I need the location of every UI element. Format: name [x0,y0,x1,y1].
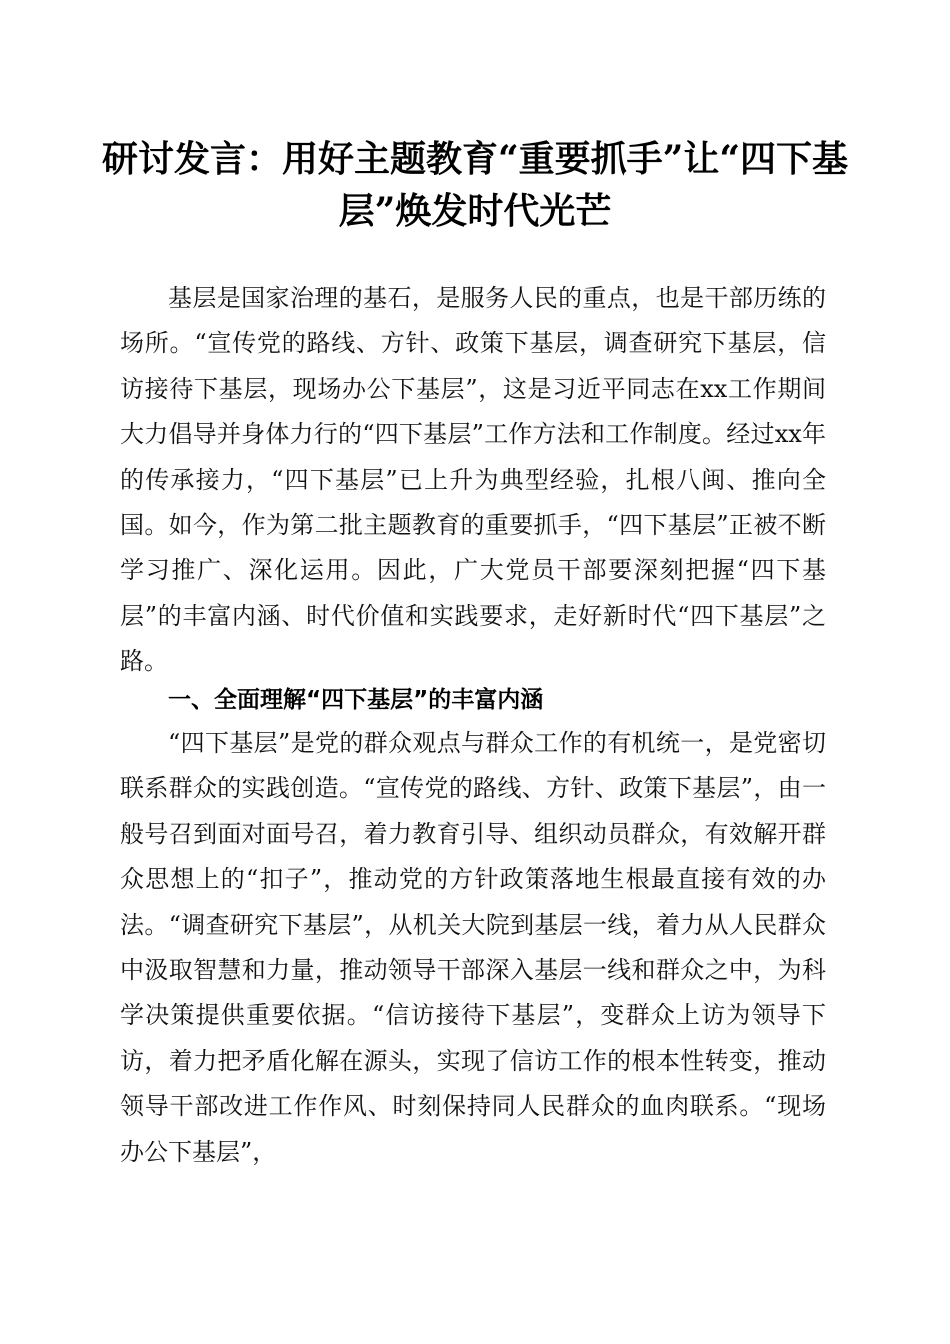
section-heading: 一、全面理解“四下基层”的丰富内涵 [168,687,544,713]
section-paragraph: “四下基层”是党的群众观点与群众工作的有机统一，是党密切联系群众的实践创造。“宣传党的路线、方针、政策下基层”，由一般号召到面对面号召，着力教育引导、组织动员群众，有效解开群众思想上的“扣子”，推动党的方针政策落地生根最直接有效的办法。“调查研究下基层”，从机关大院到基层一线，着力从人民群众中汲取智慧和力量，推动领导干部深入基层一线和群众之中，为科学决策提供重要依据。“信访接待下基层”，变群众上访为领导下访，着力把矛盾化解在源头，实现了信访工作的根本性转变，推动领导干部改进工作作风、时刻保持同人民群众的血肉联系。“现场办公下基层”， [120,729,826,1166]
document-title: 研讨发言：用好主题教育“重要抓手”让“四下基层”焕发时代光芒 [101,138,849,232]
intro-paragraph: 基层是国家治理的基石，是服务人民的重点，也是干部历练的场所。“宣传党的路线、方针、政策下基层，调查研究下基层，信访接待下基层，现场办公下基层”，这是习近平同志在xx工作期间大力倡导并身体力行的“四下基层”工作方法和工作制度。经过xx年的传承接力，“四下基层”已上升为典型经验，扎根八闽、推向全国。如今，作为第二批主题教育的重要抓手，“四下基层”正被不断学习推广、深化运用。因此，广大党员干部要深刻把握“四下基层”的丰富内涵、时代价值和实践要求，走好新时代“四下基层”之路。 [120,284,826,676]
